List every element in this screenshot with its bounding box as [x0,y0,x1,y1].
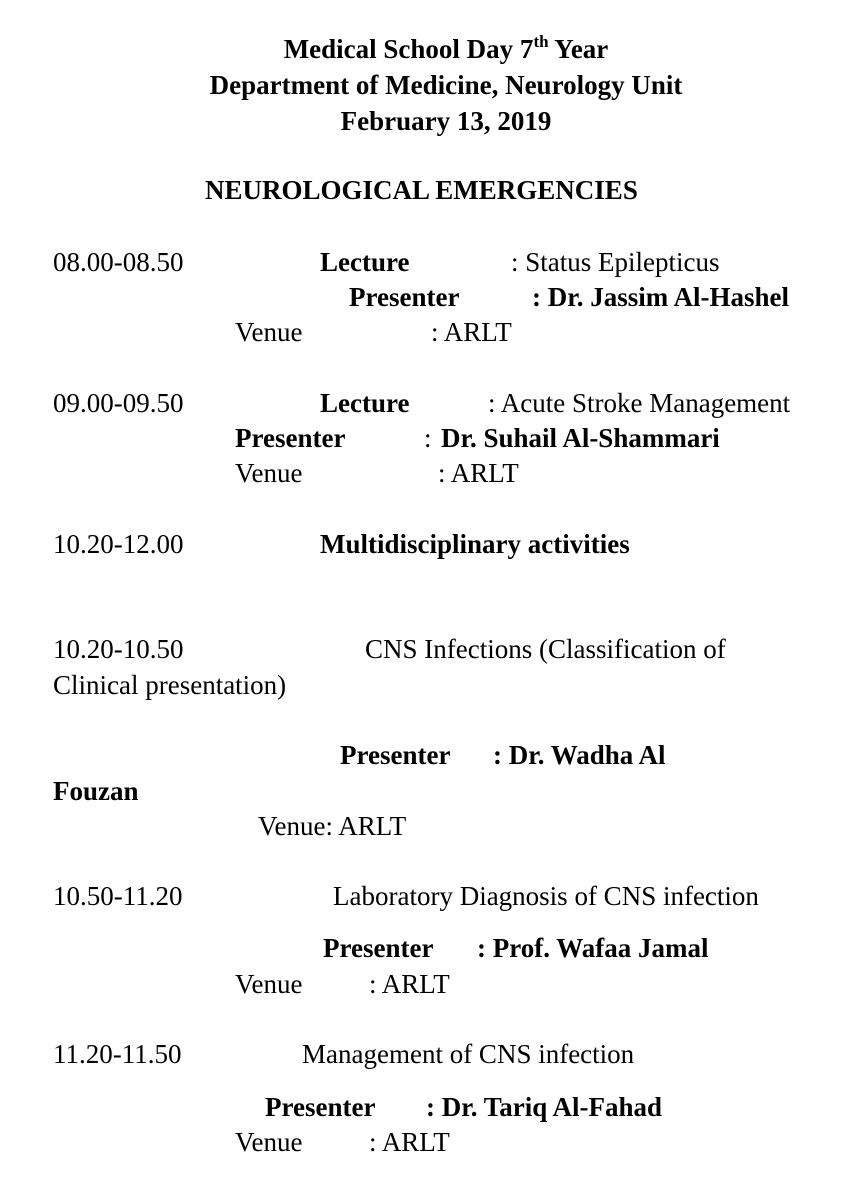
session-title: Multidisciplinary activities [320,529,630,559]
presenter-name: Dr. Suhail Al-Shammari [441,423,720,453]
session-time: 09.00-09.50 [53,388,184,418]
venue-label: Venue [235,317,303,347]
venue-label: Venue [235,458,303,488]
venue-value: : ARLT [369,969,450,999]
venue-value: : ARLT [369,1127,450,1157]
session-topic: Management of CNS infection [302,1039,635,1069]
venue-value: : ARLT [431,317,512,347]
session-topic-continued: Clinical presentation) [53,670,287,700]
session-topic: CNS Infections (Classification of [365,634,726,664]
session-type: Lecture [320,247,410,277]
session-time: 10.20-10.50 [53,634,184,664]
session-time: 10.50-11.20 [53,881,183,911]
venue-value: Venue: ARLT [258,811,407,841]
section-title: NEUROLOGICAL EMERGENCIES [205,175,638,205]
session-type: Lecture [320,388,410,418]
presenter-label: Presenter [265,1092,376,1122]
session-topic: : Acute Stroke Management [488,388,791,418]
header-department: Department of Medicine, Neurology Unit [209,70,683,100]
header-date: February 13, 2019 [340,106,552,136]
session-time: 08.00-08.50 [53,247,184,277]
presenter-label: Presenter [340,740,451,770]
session-topic: Laboratory Diagnosis of CNS infection [333,881,759,911]
presenter-name: : Prof. Wafaa Jamal [477,933,709,963]
session-time: 11.20-11.50 [53,1039,182,1069]
presenter-colon: : [424,423,432,453]
session-topic: : Status Epilepticus [511,247,720,277]
venue-label: Venue [235,1127,303,1157]
presenter-name: : Dr. Jassim Al-Hashel [532,282,790,312]
session-time: 10.20-12.00 [53,529,184,559]
presenter-label: Presenter [235,423,346,453]
presenter-name-continued: Fouzan [53,776,139,806]
presenter-name: : Dr. Tariq Al-Fahad [426,1092,663,1122]
venue-label: Venue [235,969,303,999]
header-superscript: th [533,32,549,51]
header-title: Medical School Day 7th Year [283,32,609,64]
presenter-label: Presenter [323,933,434,963]
presenter-label: Presenter [349,282,460,312]
venue-value: : ARLT [438,458,519,488]
presenter-name: : Dr. Wadha Al [493,740,666,770]
